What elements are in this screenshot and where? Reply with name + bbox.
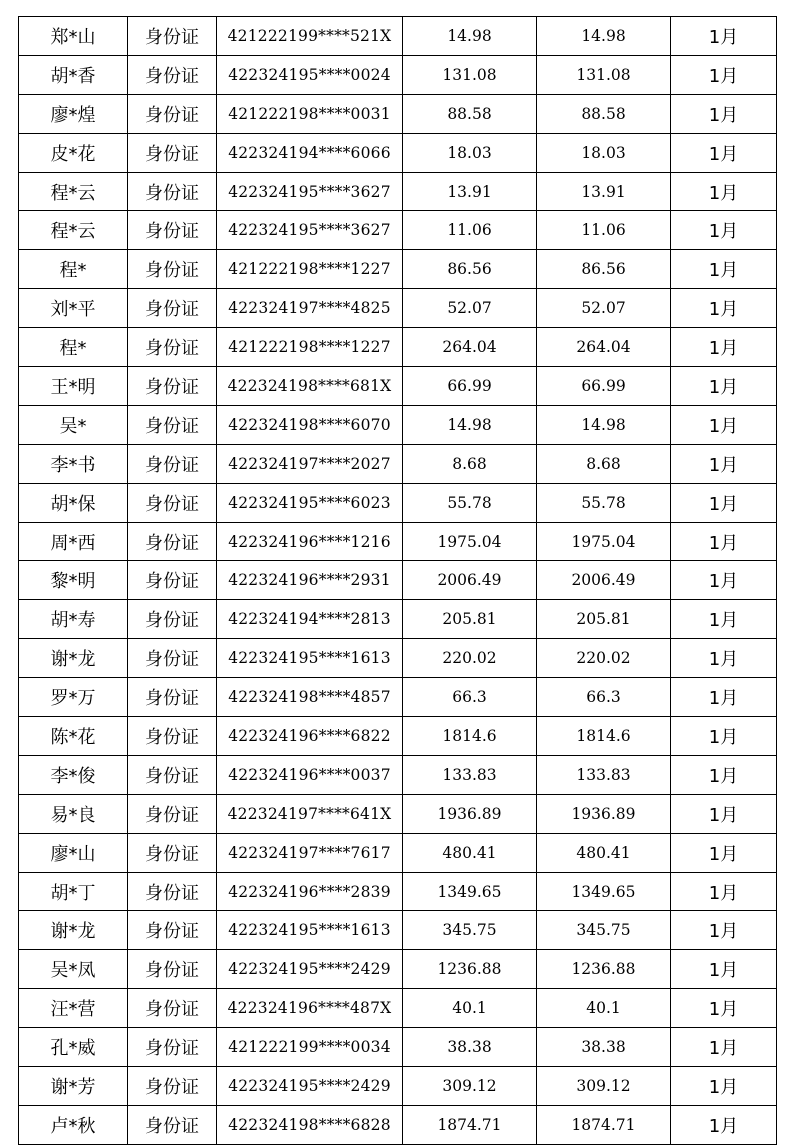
id-number-cell: 422324195****3627 [217,211,403,250]
id-number-cell: 422324196****1216 [217,522,403,561]
id-type-cell: 身份证 [128,94,217,133]
id-number-cell: 422324196****2839 [217,872,403,911]
paid-amount-cell: 66.3 [537,678,671,717]
data-table-sheet [18,16,776,1145]
table-row [19,950,777,989]
paid-amount-cell: 1874.71 [537,1105,671,1144]
id-number-cell: 422324194****6066 [217,133,403,172]
name-cell: 胡*香 [19,55,128,94]
amount-cell: 205.81 [403,600,537,639]
id-number-cell: 422324194****2813 [217,600,403,639]
paid-amount-cell: 11.06 [537,211,671,250]
month-cell: 1月 [671,1105,777,1144]
amount-cell: 1874.71 [403,1105,537,1144]
amount-cell: 14.98 [403,17,537,56]
id-type-cell: 身份证 [128,55,217,94]
amount-cell: 14.98 [403,405,537,444]
amount-cell: 1975.04 [403,522,537,561]
month-cell: 1月 [671,561,777,600]
month-cell: 1月 [671,600,777,639]
id-type-cell: 身份证 [128,367,217,406]
id-type-cell: 身份证 [128,1067,217,1106]
amount-cell: 480.41 [403,833,537,872]
id-number-cell: 422324198****6828 [217,1105,403,1144]
paid-amount-cell: 18.03 [537,133,671,172]
month-cell: 1月 [671,989,777,1028]
id-number-cell: 422324196****487X [217,989,403,1028]
paid-amount-cell: 1814.6 [537,717,671,756]
table-row [19,872,777,911]
paid-amount-cell: 1236.88 [537,950,671,989]
id-number-cell: 422324198****681X [217,367,403,406]
amount-cell: 2006.49 [403,561,537,600]
table-row [19,911,777,950]
month-cell: 1月 [671,717,777,756]
table-row [19,17,777,56]
paid-amount-cell: 131.08 [537,55,671,94]
table-row [19,94,777,133]
id-type-cell: 身份证 [128,678,217,717]
name-cell: 谢*芳 [19,1067,128,1106]
name-cell: 刘*平 [19,289,128,328]
id-number-cell: 422324197****641X [217,794,403,833]
paid-amount-cell: 40.1 [537,989,671,1028]
id-number-cell: 422324195****3627 [217,172,403,211]
month-cell: 1月 [671,755,777,794]
id-type-cell: 身份证 [128,833,217,872]
amount-cell: 40.1 [403,989,537,1028]
month-cell: 1月 [671,367,777,406]
name-cell: 程*云 [19,172,128,211]
amount-cell: 18.03 [403,133,537,172]
paid-amount-cell: 133.83 [537,755,671,794]
id-type-cell: 身份证 [128,561,217,600]
paid-amount-cell: 264.04 [537,328,671,367]
name-cell: 胡*寿 [19,600,128,639]
month-cell: 1月 [671,833,777,872]
id-type-cell: 身份证 [128,911,217,950]
name-cell: 王*明 [19,367,128,406]
id-number-cell: 422324197****2027 [217,444,403,483]
table-row [19,289,777,328]
month-cell: 1月 [671,950,777,989]
paid-amount-cell: 1975.04 [537,522,671,561]
month-cell: 1月 [671,328,777,367]
table-row [19,444,777,483]
month-cell: 1月 [671,444,777,483]
table-row [19,250,777,289]
id-number-cell: 421222199****521X [217,17,403,56]
month-cell: 1月 [671,483,777,522]
id-type-cell: 身份证 [128,133,217,172]
name-cell: 卢*秋 [19,1105,128,1144]
table-row [19,367,777,406]
name-cell: 陈*花 [19,717,128,756]
name-cell: 廖*山 [19,833,128,872]
month-cell: 1月 [671,794,777,833]
amount-cell: 309.12 [403,1067,537,1106]
id-type-cell: 身份证 [128,483,217,522]
name-cell: 李*俊 [19,755,128,794]
table-row [19,1067,777,1106]
paid-amount-cell: 345.75 [537,911,671,950]
id-type-cell: 身份证 [128,600,217,639]
table-row [19,833,777,872]
month-cell: 1月 [671,911,777,950]
paid-amount-cell: 8.68 [537,444,671,483]
name-cell: 孔*威 [19,1028,128,1067]
name-cell: 吴*凤 [19,950,128,989]
month-cell: 1月 [671,1067,777,1106]
paid-amount-cell: 14.98 [537,405,671,444]
paid-amount-cell: 205.81 [537,600,671,639]
amount-cell: 55.78 [403,483,537,522]
id-number-cell: 422324195****0024 [217,55,403,94]
id-number-cell: 422324195****2429 [217,950,403,989]
amount-cell: 8.68 [403,444,537,483]
table-row [19,211,777,250]
amount-cell: 38.38 [403,1028,537,1067]
month-cell: 1月 [671,1028,777,1067]
id-type-cell: 身份证 [128,211,217,250]
month-cell: 1月 [671,211,777,250]
name-cell: 周*西 [19,522,128,561]
id-type-cell: 身份证 [128,794,217,833]
amount-cell: 133.83 [403,755,537,794]
amount-cell: 264.04 [403,328,537,367]
month-cell: 1月 [671,172,777,211]
amount-cell: 66.99 [403,367,537,406]
name-cell: 程* [19,328,128,367]
name-cell: 易*良 [19,794,128,833]
month-cell: 1月 [671,678,777,717]
id-type-cell: 身份证 [128,1028,217,1067]
amount-cell: 66.3 [403,678,537,717]
paid-amount-cell: 2006.49 [537,561,671,600]
month-cell: 1月 [671,133,777,172]
id-type-cell: 身份证 [128,522,217,561]
month-cell: 1月 [671,250,777,289]
id-number-cell: 422324196****0037 [217,755,403,794]
paid-amount-cell: 309.12 [537,1067,671,1106]
id-type-cell: 身份证 [128,250,217,289]
name-cell: 黎*明 [19,561,128,600]
name-cell: 吴* [19,405,128,444]
paid-amount-cell: 66.99 [537,367,671,406]
paid-amount-cell: 13.91 [537,172,671,211]
id-type-cell: 身份证 [128,755,217,794]
amount-cell: 220.02 [403,639,537,678]
id-number-cell: 422324195****1613 [217,639,403,678]
id-number-cell: 422324195****6023 [217,483,403,522]
paid-amount-cell: 55.78 [537,483,671,522]
id-number-cell: 421222198****1227 [217,328,403,367]
table-row [19,1028,777,1067]
id-number-cell: 422324198****4857 [217,678,403,717]
id-type-cell: 身份证 [128,17,217,56]
id-number-cell: 421222199****0034 [217,1028,403,1067]
month-cell: 1月 [671,872,777,911]
name-cell: 廖*煌 [19,94,128,133]
table-row [19,600,777,639]
subsidy-table [18,16,777,1145]
name-cell: 李*书 [19,444,128,483]
month-cell: 1月 [671,55,777,94]
amount-cell: 13.91 [403,172,537,211]
amount-cell: 345.75 [403,911,537,950]
month-cell: 1月 [671,94,777,133]
amount-cell: 131.08 [403,55,537,94]
amount-cell: 86.56 [403,250,537,289]
amount-cell: 1349.65 [403,872,537,911]
month-cell: 1月 [671,639,777,678]
table-row [19,561,777,600]
id-type-cell: 身份证 [128,172,217,211]
paid-amount-cell: 1349.65 [537,872,671,911]
id-number-cell: 421222198****0031 [217,94,403,133]
name-cell: 皮*花 [19,133,128,172]
id-number-cell: 422324196****6822 [217,717,403,756]
id-type-cell: 身份证 [128,328,217,367]
id-number-cell: 422324195****2429 [217,1067,403,1106]
month-cell: 1月 [671,289,777,328]
id-number-cell: 422324195****1613 [217,911,403,950]
paid-amount-cell: 1936.89 [537,794,671,833]
table-row [19,989,777,1028]
paid-amount-cell: 88.58 [537,94,671,133]
month-cell: 1月 [671,405,777,444]
name-cell: 汪*营 [19,989,128,1028]
id-number-cell: 422324197****4825 [217,289,403,328]
table-row [19,328,777,367]
amount-cell: 1814.6 [403,717,537,756]
table-row [19,133,777,172]
id-type-cell: 身份证 [128,1105,217,1144]
id-type-cell: 身份证 [128,989,217,1028]
name-cell: 罗*万 [19,678,128,717]
table-row [19,172,777,211]
amount-cell: 1936.89 [403,794,537,833]
name-cell: 程*云 [19,211,128,250]
name-cell: 程* [19,250,128,289]
amount-cell: 52.07 [403,289,537,328]
name-cell: 谢*龙 [19,639,128,678]
table-row [19,522,777,561]
amount-cell: 88.58 [403,94,537,133]
id-type-cell: 身份证 [128,872,217,911]
name-cell: 胡*丁 [19,872,128,911]
id-number-cell: 422324197****7617 [217,833,403,872]
paid-amount-cell: 480.41 [537,833,671,872]
id-type-cell: 身份证 [128,444,217,483]
table-row [19,678,777,717]
amount-cell: 1236.88 [403,950,537,989]
id-number-cell: 421222198****1227 [217,250,403,289]
month-cell: 1月 [671,522,777,561]
table-row [19,639,777,678]
name-cell: 谢*龙 [19,911,128,950]
table-row [19,55,777,94]
paid-amount-cell: 220.02 [537,639,671,678]
paid-amount-cell: 52.07 [537,289,671,328]
id-type-cell: 身份证 [128,950,217,989]
table-row [19,405,777,444]
table-row [19,717,777,756]
id-type-cell: 身份证 [128,639,217,678]
name-cell: 胡*保 [19,483,128,522]
name-cell: 郑*山 [19,17,128,56]
paid-amount-cell: 86.56 [537,250,671,289]
table-row [19,794,777,833]
table-row [19,1105,777,1144]
id-number-cell: 422324198****6070 [217,405,403,444]
month-cell: 1月 [671,17,777,56]
amount-cell: 11.06 [403,211,537,250]
table-row [19,755,777,794]
table-body [19,17,777,1145]
id-type-cell: 身份证 [128,717,217,756]
id-type-cell: 身份证 [128,289,217,328]
paid-amount-cell: 14.98 [537,17,671,56]
id-type-cell: 身份证 [128,405,217,444]
id-number-cell: 422324196****2931 [217,561,403,600]
paid-amount-cell: 38.38 [537,1028,671,1067]
table-row [19,483,777,522]
